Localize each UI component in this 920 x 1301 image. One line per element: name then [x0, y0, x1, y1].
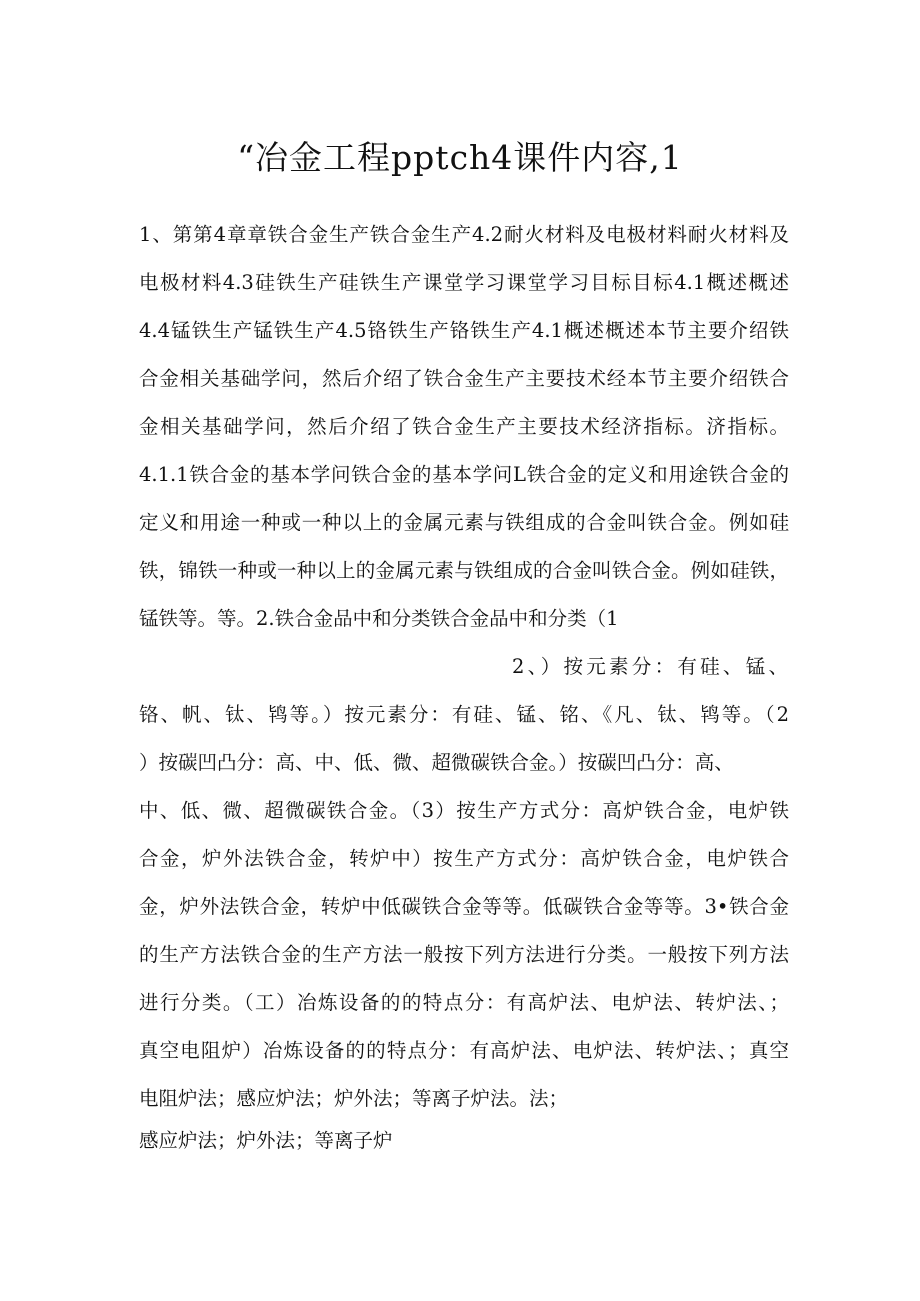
body-text-line: 合金相关基础学问，然后介绍了铁合金生产主要技术经本节主要介绍铁合 [139, 367, 789, 390]
body-text-line: 1、第第4章章铁合金生产铁合金生产4.2耐火材料及电极材料耐火材料及 [139, 223, 789, 246]
body-text-line: 定义和用途一种或一种以上的金属元素与铁组成的合金叫铁合金。例如硅 [139, 511, 789, 534]
body-text-line: 真空电阻炉）冶炼设备的的特点分：有高炉法、电炉法、转炉法、；真空 [139, 1039, 789, 1062]
body-text-line: ）按碳凹凸分：高、中、低、微、超微碳铁合金。）按碳凹凸分：高、 [139, 751, 734, 774]
body-text-line: 的生产方法铁合金的生产方法一般按下列方法进行分类。一般按下列方法 [139, 943, 789, 966]
body-text-line: 铁，锦铁一种或一种以上的金属元素与铁组成的合金叫铁合金。例如硅铁， [139, 559, 789, 582]
body-text-line: 电极材料4.3硅铁生产硅铁生产课堂学习课堂学习目标目标4.1概述概述 [139, 271, 789, 294]
document-title: “冶金工程pptch4课件内容,1 [237, 138, 683, 177]
body-text-line: 进行分类。（工）冶炼设备的的特点分：有高炉法、电炉法、转炉法、； [139, 991, 789, 1014]
body-text-line: 中、低、微、超微碳铁合金。（3）按生产方式分：高炉铁合金，电炉铁 [139, 799, 789, 822]
body-text-line: 金，炉外法铁合金，转炉中低碳铁合金等等。低碳铁合金等等。3•铁合金 [139, 895, 789, 918]
body-text-line: 金相关基础学问，然后介绍了铁合金生产主要技术经济指标。济指标。 [139, 415, 789, 438]
body-text-line: 4.4锰铁生产锰铁生产4.5铬铁生产铬铁生产4.1概述概述本节主要介绍铁 [139, 319, 789, 342]
body-text-line: 合金，炉外法铁合金，转炉中）按生产方式分：高炉铁合金，电炉铁合 [139, 847, 789, 870]
body-text-line: 电阻炉法；感应炉法；炉外法；等离子炉法。法； [139, 1087, 569, 1110]
body-text-line: 锰铁等。等。2.铁合金品中和分类铁合金品中和分类（1 [139, 607, 619, 630]
body-text-line: 感应炉法；炉外法；等离子炉 [139, 1129, 393, 1152]
body-text-line-indented: 2、）按元素分：有硅、锰、 [512, 655, 788, 678]
body-text-line: 铬、帆、钛、鸨等。）按元素分：有硅、锰、铭、《凡、钛、鸨等。（2 [139, 703, 789, 726]
body-text-line: 4.1.1铁合金的基本学问铁合金的基本学问L铁合金的定义和用途铁合金的 [139, 463, 789, 486]
